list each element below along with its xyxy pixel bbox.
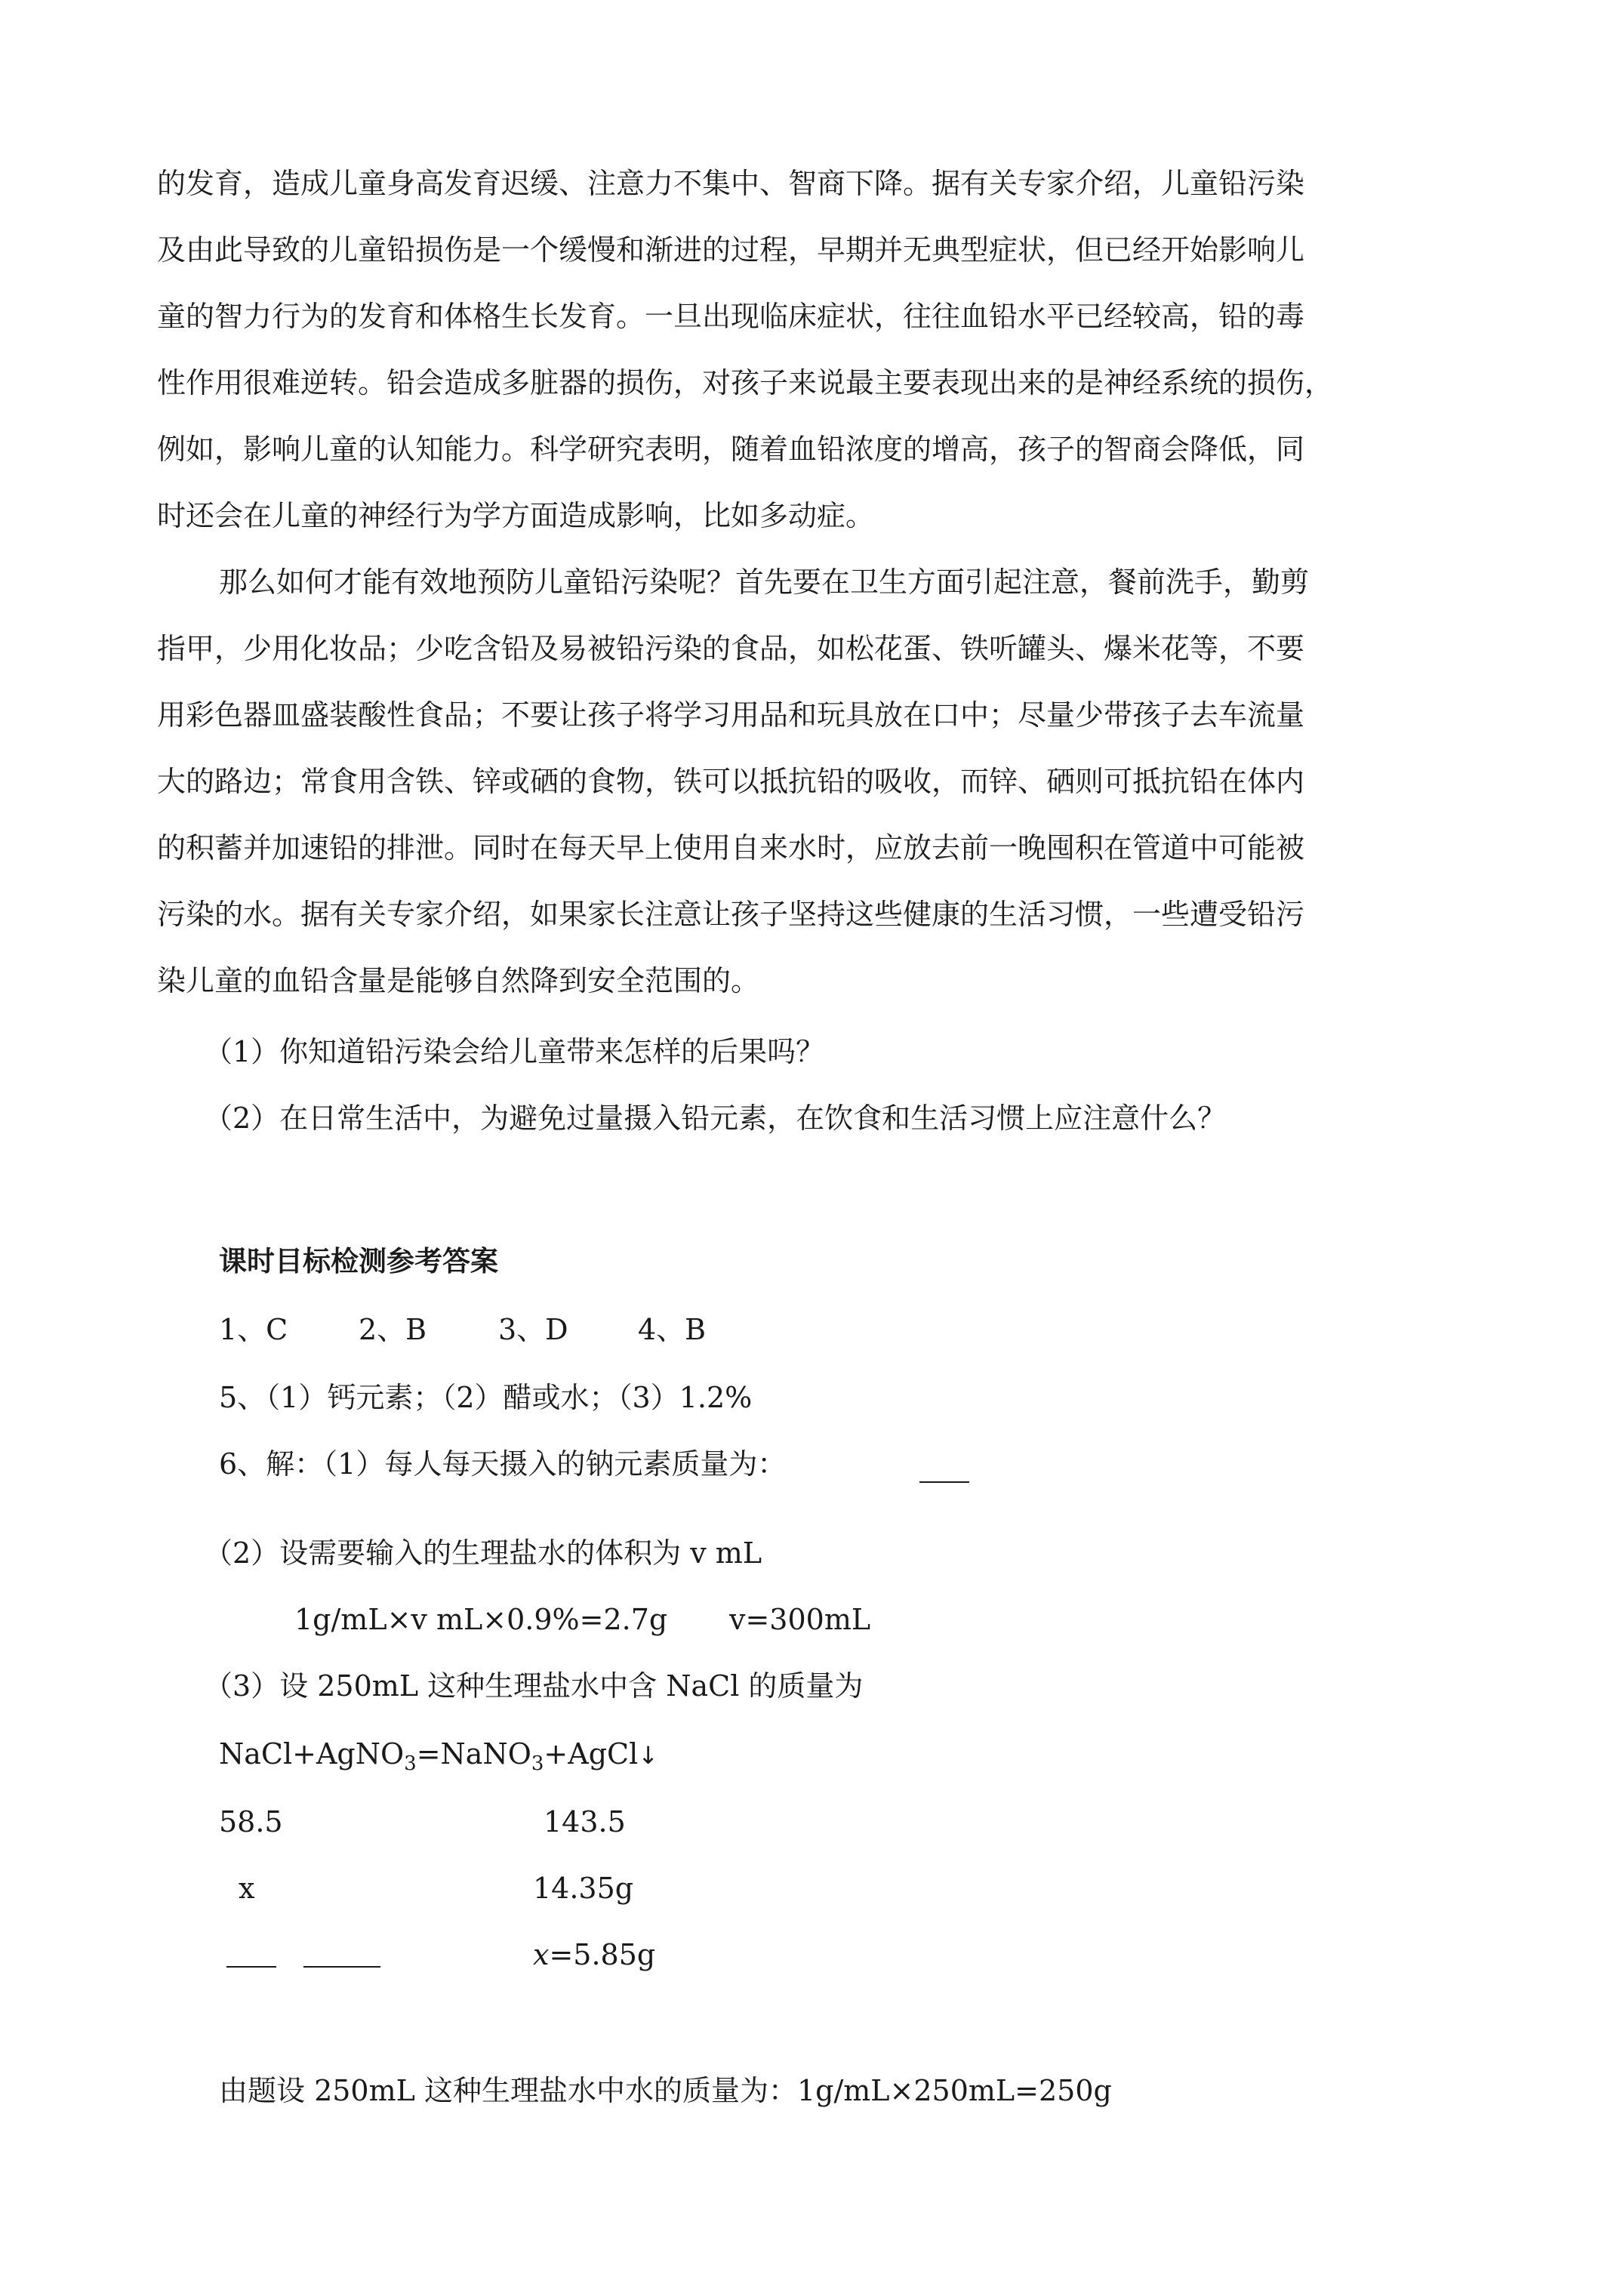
paragraph-2-line-1: 那么如何才能有效地预防儿童铅污染呢？首先要在卫生方面引起注意，餐前洗手，勤剪 xyxy=(219,566,1310,599)
paragraph-2-line-5: 的积蓄并加速铅的排泄。同时在每天早上使用自来水时，应放去前一晚囤积在管道中可能被 xyxy=(157,831,1305,864)
equation-subscript-2: 3 xyxy=(531,1752,544,1775)
answer-6-part-1-blank xyxy=(919,1481,969,1483)
paragraph-1-line-4: 性作用很难逆转。铅会造成多脏器的损伤，对孩子来说最主要表现出来的是神经系统的损伤， xyxy=(157,366,1334,399)
equation-left: NaCl+AgNO xyxy=(219,1737,405,1771)
result-x xyxy=(533,1936,655,1974)
proportion-blank-1 xyxy=(226,1966,276,1968)
water-mass-statement: 由题设 250mL 这种生理盐水中水的质量为：1g/mL×250mL=250g xyxy=(219,2074,1112,2107)
answer-1: 1、C xyxy=(219,1313,288,1346)
question-2: （2）在日常生活中，为避免过量摄入铅元素，在饮食和生活习惯上应注意什么？ xyxy=(204,1102,1227,1135)
mass-agcl-given: 14.35g xyxy=(533,1872,634,1905)
answer-3: 3、D xyxy=(498,1313,568,1346)
paragraph-1-line-3: 童的智力行为的发育和体格生长发育。一旦出现临床症状，往往血铅水平已经较高，铅的毒 xyxy=(157,300,1305,333)
unknown-x: x xyxy=(239,1872,255,1905)
paragraph-2-line-7: 染儿童的血铅含量是能够自然降到安全范围的。 xyxy=(157,964,760,997)
answer-2: 2、B xyxy=(359,1313,427,1346)
answers-heading: 课时目标检测参考答案 xyxy=(219,1245,498,1277)
equation-subscript-1: 3 xyxy=(404,1752,417,1775)
result-value: =5.85g xyxy=(549,1938,656,1971)
answer-6-part-2: （2）设需要输入的生理盐水的体积为 v mL xyxy=(204,1536,762,1570)
paragraph-2-line-4: 大的路边；常食用含铁、锌或硒的食物，铁可以抵抗铅的吸收，而锌、硒则可抵抗铅在体内 xyxy=(157,765,1305,798)
chemical-equation xyxy=(219,1735,658,1774)
paragraph-2-line-2: 指甲，少用化妆品；少吃含铅及易被铅污染的食品，如松花蛋、铁听罐头、爆米花等，不要 xyxy=(157,632,1305,665)
answer-4: 4、B xyxy=(638,1313,707,1346)
mass-agcl: 143.5 xyxy=(544,1805,626,1838)
answer-5: 5、（1）钙元素；（2）醋或水；（3）1.2% xyxy=(219,1381,753,1414)
paragraph-2-line-6: 污染的水。据有关专家介绍，如果家长注意让孩子坚持这些健康的生活习惯，一些遭受铅污 xyxy=(157,898,1305,931)
paragraph-1-line-1: 的发育，造成儿童身高发育迟缓、注意力不集中、智商下降。据有关专家介绍，儿童铅污染 xyxy=(157,167,1305,200)
answer-6-part-2-calc: 1g/mL×v mL×0.9%=2.7g xyxy=(294,1603,668,1636)
answer-6-part-3: （3）设 250mL 这种生理盐水中含 NaCl 的质量为 xyxy=(204,1669,864,1703)
precipitate-arrow: ↓ xyxy=(638,1741,659,1770)
answer-6-part-2-result: v=300mL xyxy=(729,1603,871,1636)
proportion-blank-2 xyxy=(303,1966,380,1968)
paragraph-2-line-3: 用彩色器皿盛装酸性食品；不要让孩子将学习用品和玩具放在口中；尽量少带孩子去车流量 xyxy=(157,698,1305,732)
result-variable: x xyxy=(533,1938,550,1971)
question-1: （1）你知道铅污染会给儿童带来怎样的后果吗？ xyxy=(204,1035,825,1068)
answer-6-part-1: 6、解：（1）每人每天摄入的钠元素质量为： xyxy=(219,1447,787,1481)
paragraph-1-line-6: 时还会在儿童的神经行为学方面造成影响，比如多动症。 xyxy=(157,499,875,532)
equation-right: +AgCl xyxy=(544,1737,639,1771)
paragraph-1-line-5: 例如，影响儿童的认知能力。科学研究表明，随着血铅浓度的增高，孩子的智商会降低，同 xyxy=(157,433,1305,466)
mass-nacl: 58.5 xyxy=(219,1805,283,1838)
paragraph-1-line-2: 及由此导致的儿童铅损伤是一个缓慢和渐进的过程，早期并无典型症状，但已经开始影响儿 xyxy=(157,233,1305,267)
equation-middle: =NaNO xyxy=(416,1737,531,1771)
